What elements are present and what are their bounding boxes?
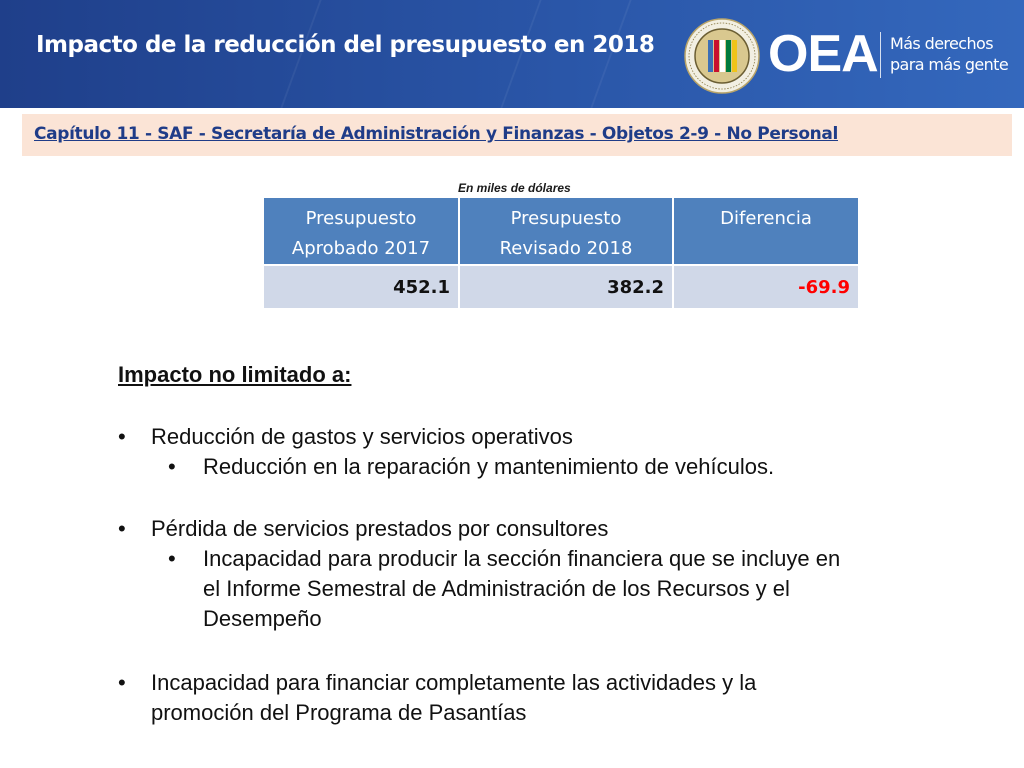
oas-seal-icon [684,18,760,94]
table-header-row [263,197,859,265]
header-line: Aprobado 2017 [291,238,431,259]
header-line: Presupuesto [510,208,622,229]
list-item-text: Reducción de gastos y servicios operativos [151,424,573,449]
slide-header [0,0,1024,108]
tagline [890,33,1008,75]
list-item-text: el Informe Semestral de Administración de los Recursos y el [203,576,790,601]
tagline-line-1: Más derechos [890,34,993,53]
tagline-line-2: para más gente [890,55,1009,74]
list-item-text: Incapacidad para producir la sección financiera que se incluye en [203,546,841,571]
list-item-text: Pérdida de servicios prestados por consultores [151,516,609,541]
list-item-text: promoción del Programa de Pasantías [151,700,527,725]
bullet-icon: • [168,546,176,571]
oea-logo-text: OEA [768,25,878,83]
header-difference [673,197,859,265]
header-revised-2018 [459,197,673,265]
cell-difference: -69.9 [673,265,859,309]
header-line: Revisado 2018 [499,238,633,259]
budget-table [262,196,860,310]
bullet-icon: • [118,424,126,449]
cell-approved-2017: 452.1 [263,265,459,309]
slide-title: Impacto de la reducción del presupuesto en 2018 [36,32,655,58]
cell-revised-2018: 382.2 [459,265,673,309]
list-item-text: Desempeño [203,606,322,631]
list-item [168,452,774,482]
header-approved-2017 [263,197,459,265]
header-line: Diferencia [720,208,812,229]
list-item-text: Reducción en la reparación y mantenimiento de vehículos. [203,454,775,479]
impact-heading: Impacto no limitado a: [118,362,352,387]
header-line: Presupuesto [305,208,417,229]
chapter-bar [22,114,1012,156]
logo-divider [880,32,881,78]
list-item-text: Incapacidad para financiar completamente las actividades y la [151,670,757,695]
bullet-icon: • [118,670,126,695]
table-row [263,265,859,309]
list-item [118,422,573,452]
chapter-title: Capítulo 11 - SAF - Secretaría de Administración y Finanzas - Objetos 2-9 - No Personal [34,124,839,144]
list-item [118,668,756,728]
bullet-icon: • [118,516,126,541]
units-note: En miles de dólares [458,181,571,195]
list-item [118,514,608,544]
bullet-icon: • [168,454,176,479]
list-item [168,544,840,634]
